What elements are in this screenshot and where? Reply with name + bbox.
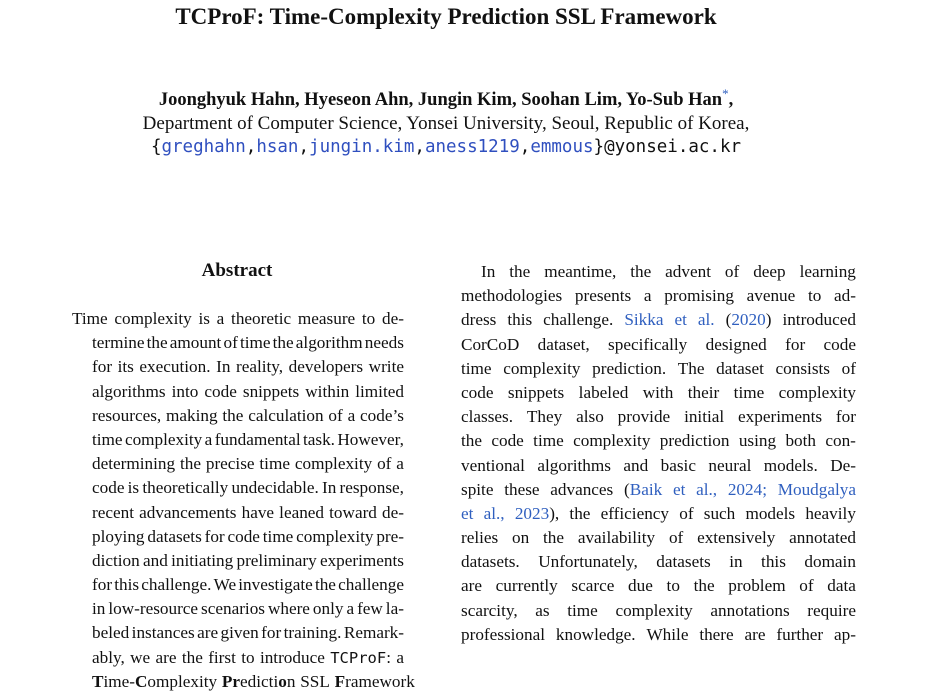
word: currently — [495, 576, 558, 596]
word: initial — [684, 407, 725, 427]
word: prediction. — [592, 358, 667, 378]
word: the — [543, 528, 565, 548]
abstract-line — [72, 428, 404, 452]
word: experiments — [319, 550, 404, 570]
body-line — [461, 405, 856, 429]
word: specifically — [608, 334, 688, 354]
word: where — [267, 599, 310, 619]
word: complexity — [573, 431, 651, 451]
word: such — [703, 503, 736, 523]
word: De- — [830, 455, 856, 475]
word: limited — [355, 381, 404, 401]
word: The — [677, 358, 705, 378]
word: the — [222, 405, 244, 425]
word: are — [461, 576, 482, 596]
word: measure — [297, 309, 356, 328]
word: ably, — [92, 647, 125, 667]
word: response, — [339, 478, 404, 498]
word: task. — [303, 429, 335, 449]
word: learning — [799, 262, 856, 281]
abstract-line — [72, 380, 404, 404]
word: code — [823, 334, 856, 354]
word: is — [127, 478, 140, 498]
word: resources, — [92, 405, 162, 425]
word: and — [143, 550, 168, 570]
word: the — [630, 262, 652, 281]
word: annotated — [789, 528, 856, 548]
word: execution. — [139, 357, 211, 377]
body-line — [461, 308, 856, 332]
word: algorithms — [537, 455, 611, 475]
word: using — [738, 431, 777, 451]
word: complexity — [615, 600, 693, 620]
word: within — [305, 381, 350, 401]
word: snippets — [242, 381, 300, 401]
word: challenge. — [543, 310, 614, 330]
body-line — [461, 357, 856, 381]
word: for — [261, 623, 282, 643]
word: Prediction — [221, 671, 296, 691]
word: this — [507, 310, 533, 330]
word: scarce — [571, 576, 615, 596]
word: introduce — [259, 647, 325, 667]
word: snippets — [507, 382, 565, 402]
word: in — [729, 552, 743, 572]
word: we — [130, 647, 151, 667]
word: time — [262, 526, 294, 546]
word: fundamental — [214, 429, 301, 449]
abstract-line — [72, 307, 404, 331]
word: reality, — [235, 357, 284, 377]
word: of — [679, 503, 694, 523]
word: recent — [92, 502, 134, 522]
word: this — [761, 552, 786, 572]
word: with — [642, 382, 674, 402]
email-list: {greghahn,hsan,jungin.kim,aness1219,emmous}@yonsei.ac.kr — [150, 137, 742, 157]
word: few — [357, 599, 383, 619]
word: theoretically — [142, 478, 229, 498]
word: domain — [804, 552, 856, 572]
word: datasets. — [461, 552, 520, 572]
word: preliminary — [236, 550, 317, 570]
word: the — [181, 647, 203, 667]
word: While — [646, 624, 689, 644]
word: for — [785, 334, 806, 354]
word: complexity — [294, 454, 373, 474]
word: However, — [337, 429, 404, 449]
word: ap- — [834, 624, 856, 644]
word: a — [346, 599, 355, 619]
word: code — [461, 382, 494, 402]
abstract-line — [72, 355, 404, 379]
body-line — [461, 550, 856, 574]
word: CorCoD — [461, 334, 520, 354]
word: promising — [664, 286, 734, 306]
word: al. — [697, 310, 715, 330]
word: their — [687, 382, 720, 402]
word: beled — [92, 623, 130, 643]
word: dataset, — [537, 334, 590, 354]
word: code’s — [360, 405, 404, 425]
word: con- — [825, 431, 856, 451]
body-line — [461, 429, 856, 453]
word: the — [461, 431, 482, 451]
word: is — [198, 309, 210, 328]
word: of — [668, 528, 684, 548]
word: prediction — [659, 431, 730, 451]
word: datasets — [147, 526, 202, 546]
word: de- — [382, 502, 404, 522]
word: challenge. — [141, 575, 212, 595]
word: 2024; — [727, 479, 767, 499]
word: problem — [728, 576, 786, 596]
word: In — [321, 478, 337, 498]
word: de- — [382, 309, 404, 328]
corresponding-author-mark[interactable]: * — [722, 86, 729, 101]
body-text-right-column — [461, 260, 856, 647]
author-list — [0, 86, 892, 111]
word: advances — [550, 479, 614, 499]
email-link[interactable]: jungin.kim — [309, 137, 415, 157]
word: this — [114, 575, 140, 595]
word: of — [223, 333, 238, 353]
word: a — [216, 309, 225, 328]
word: Remark- — [343, 623, 404, 643]
body-line — [461, 284, 856, 308]
word: professional — [461, 624, 546, 644]
email-domain: }@yonsei.ac.kr — [593, 137, 742, 157]
word: to — [666, 576, 680, 596]
word: investigate — [238, 575, 313, 595]
abstract-line — [72, 573, 404, 597]
word: these — [504, 479, 540, 499]
word: methodologies — [461, 286, 563, 306]
word: complexity — [296, 526, 374, 546]
word: Sikka — [624, 310, 664, 330]
word: extensively — [697, 528, 776, 548]
word: ad- — [833, 286, 856, 306]
word: only — [312, 599, 344, 619]
word: training. — [283, 623, 342, 643]
email-link[interactable]: greghahn — [161, 137, 246, 157]
word: and — [623, 455, 649, 475]
affiliation: Department of Computer Science, Yonsei University, Seoul, Republic of Korea, — [142, 113, 750, 134]
word: al., — [696, 479, 718, 499]
body-line — [461, 333, 856, 357]
word: instances — [131, 623, 195, 643]
word: et — [672, 479, 686, 499]
word: leaned — [279, 502, 325, 522]
word: the — [569, 503, 591, 523]
word: models — [745, 503, 796, 523]
word: making — [166, 405, 218, 425]
word: code — [92, 478, 125, 498]
word: the — [314, 575, 336, 595]
word: In — [216, 357, 231, 377]
word: the — [509, 262, 531, 281]
word: precise — [205, 454, 255, 474]
word: are — [197, 623, 219, 643]
word: In — [481, 262, 496, 281]
word: the — [146, 333, 168, 353]
word: 2023), — [514, 503, 560, 523]
word: dataset — [716, 358, 764, 378]
word: the — [693, 576, 715, 596]
word: advent — [665, 262, 711, 281]
word: knowledge. — [555, 624, 636, 644]
word: time — [533, 431, 564, 451]
word: to — [241, 647, 255, 667]
word: the — [179, 454, 201, 474]
word: undecidable. — [231, 478, 319, 498]
author-names: Joonghyuk Hahn, Hyeseon Ahn, Jungin Kim, Soohan Lim, Yo-Sub Han — [158, 90, 723, 111]
word: amount — [169, 333, 222, 353]
word: due — [628, 576, 653, 596]
word: ploying — [92, 526, 145, 546]
email-link[interactable]: emmous — [530, 137, 594, 157]
word: complexity — [124, 429, 203, 449]
word: dress — [461, 310, 497, 330]
word: for — [92, 575, 113, 595]
email-link[interactable]: aness1219 — [424, 137, 520, 157]
word: avenue — [746, 286, 796, 306]
abstract-line — [72, 670, 415, 694]
word: there — [699, 624, 734, 644]
word: determining — [92, 454, 176, 474]
word: Time-Complexity — [92, 671, 218, 691]
word: for — [835, 407, 856, 427]
body-line — [461, 260, 856, 284]
word: TCProF: — [330, 647, 391, 667]
word: (Baik — [624, 479, 663, 499]
word: require — [807, 600, 856, 620]
abstract-line — [72, 597, 404, 621]
word: time — [239, 333, 271, 353]
author-trailing-comma: , — [728, 90, 734, 111]
paper-title: TCProF: Time-Complexity Prediction SSL Framework — [175, 4, 717, 29]
word: termine — [92, 333, 145, 353]
word: time — [259, 454, 290, 474]
word: heavily — [805, 503, 856, 523]
word: time — [733, 382, 765, 402]
word: developers — [288, 357, 364, 377]
word: complexity — [778, 382, 856, 402]
word: a — [396, 647, 404, 667]
word: Moudgalya — [777, 479, 856, 499]
word: Framework — [334, 671, 415, 691]
abstract-heading: Abstract — [201, 260, 273, 281]
word: to — [807, 286, 822, 306]
word: complexity — [114, 309, 192, 328]
word: experiments — [738, 407, 823, 427]
word: first — [208, 647, 236, 667]
abstract-line — [72, 476, 404, 500]
word: complexity — [503, 358, 581, 378]
word: for — [204, 526, 225, 546]
word: a — [396, 454, 404, 474]
word: et — [674, 310, 687, 330]
word: as — [535, 600, 550, 620]
word: a — [347, 405, 356, 425]
abstract-line — [72, 452, 404, 476]
body-line — [461, 599, 856, 623]
abstract-line — [72, 549, 404, 573]
word: in — [92, 599, 106, 619]
word: annotations — [710, 600, 790, 620]
word: of — [328, 405, 343, 425]
word: code — [227, 526, 260, 546]
body-line — [461, 574, 856, 598]
word: are — [744, 624, 766, 644]
word: pre- — [376, 526, 404, 546]
word: the — [272, 333, 294, 353]
word: consists — [775, 358, 830, 378]
word: code — [491, 431, 524, 451]
word: a — [204, 429, 213, 449]
abstract-line — [72, 331, 404, 355]
word: theoretic — [231, 309, 292, 328]
word: data — [827, 576, 856, 596]
word: SSL — [300, 671, 330, 691]
word: deep — [753, 262, 786, 281]
word: They — [526, 407, 563, 427]
word: diction — [92, 550, 140, 570]
word: of — [799, 576, 814, 596]
word: meantime, — [544, 262, 617, 281]
abstract-line — [72, 501, 404, 525]
word: scarcity, — [461, 600, 518, 620]
word: Unfortunately, — [538, 552, 638, 572]
abstract-line — [72, 621, 404, 645]
word: et — [461, 503, 474, 523]
body-line — [461, 623, 856, 647]
word: scenarios — [201, 599, 265, 619]
body-line — [461, 478, 856, 502]
word: time — [92, 429, 123, 449]
word: have — [241, 502, 275, 522]
abstract-line — [72, 525, 404, 549]
word: given — [220, 623, 259, 643]
word: initiating — [171, 550, 234, 570]
word: toward — [329, 502, 377, 522]
word: spite — [461, 479, 494, 499]
word: needs — [364, 333, 404, 353]
word: provide — [617, 407, 671, 427]
word: into — [171, 381, 199, 401]
word: for — [92, 357, 113, 377]
word: efficiency — [600, 503, 670, 523]
word: ventional — [461, 455, 525, 475]
word: both — [785, 431, 816, 451]
word: introduced — [782, 310, 856, 330]
word: (2020) — [725, 310, 772, 330]
word: code — [204, 381, 237, 401]
email-open-brace: { — [150, 137, 162, 157]
word: basic — [660, 455, 696, 475]
abstract-line — [72, 646, 404, 670]
word: are — [155, 647, 177, 667]
abstract-line — [72, 404, 404, 428]
word: advancements — [139, 502, 237, 522]
word: of — [377, 454, 392, 474]
word: relies — [461, 528, 499, 548]
body-line — [461, 454, 856, 478]
word: time — [567, 600, 598, 620]
word: neural — [708, 455, 752, 475]
word: also — [576, 407, 604, 427]
body-line — [461, 526, 856, 550]
word: challenge — [338, 575, 404, 595]
word: classes. — [461, 407, 514, 427]
word: algorithm — [295, 333, 363, 353]
word: models. — [763, 455, 818, 475]
abstract-body — [72, 307, 415, 694]
word: designed — [705, 334, 767, 354]
word: al., — [483, 503, 505, 523]
word: datasets — [656, 552, 711, 572]
word: of — [724, 262, 740, 281]
word: time — [461, 358, 492, 378]
word: labeled — [578, 382, 629, 402]
word: Time — [72, 309, 108, 328]
word: on — [512, 528, 530, 548]
word: algorithms — [92, 381, 166, 401]
word: presents — [574, 286, 632, 306]
word: low-resource — [108, 599, 199, 619]
word: la- — [385, 599, 404, 619]
word: its — [117, 357, 134, 377]
word: further — [776, 624, 824, 644]
word: a — [643, 286, 652, 306]
body-line — [461, 381, 856, 405]
word: write — [368, 357, 404, 377]
word: availability — [577, 528, 656, 548]
word: to — [361, 309, 376, 328]
body-line — [461, 502, 856, 526]
word: of — [841, 358, 856, 378]
word: calculation — [248, 405, 324, 425]
word: We — [213, 575, 237, 595]
email-link[interactable]: hsan — [256, 137, 299, 157]
